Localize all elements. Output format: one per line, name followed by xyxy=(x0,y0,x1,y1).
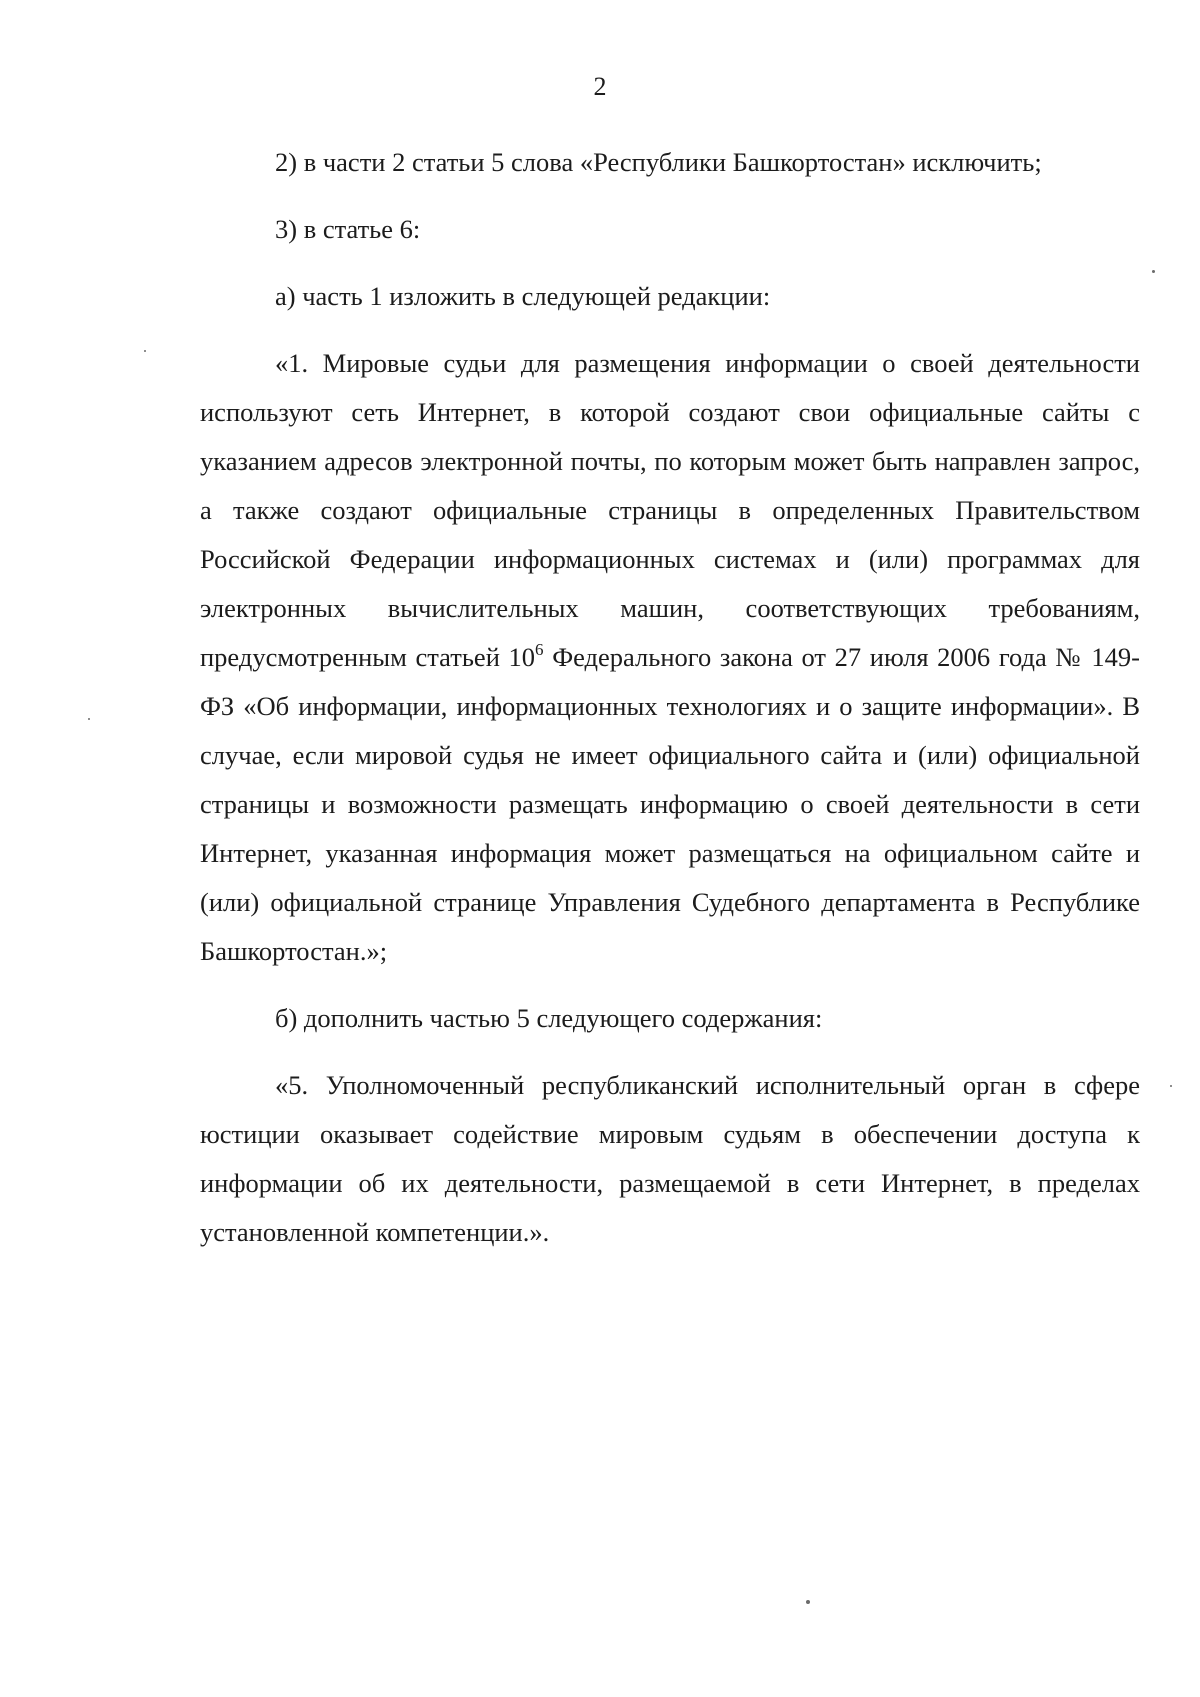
paragraph-subitem-a: а) часть 1 изложить в следующей редакции: xyxy=(275,281,771,311)
paragraph-part-5-text: «5. Уполномоченный республиканский исполнительный орган в сфере юстиции оказывает содействие мировым судьям в обеспечении доступа к информации об их деятельности, размещаемой в сети Интернет, в пределах установленной компетенции.». xyxy=(200,1070,1140,1247)
paragraph-item-2: 2) в части 2 статьи 5 слова «Республики Башкортостан» исключить; xyxy=(275,147,1042,177)
scan-speck xyxy=(806,1600,810,1604)
scan-speck xyxy=(88,718,90,720)
paragraph-part-1-text xyxy=(200,339,1140,976)
document-body xyxy=(200,138,1140,1275)
page-number: 2 xyxy=(593,72,607,101)
scan-speck xyxy=(1170,1085,1172,1087)
scan-speck xyxy=(144,350,146,352)
paragraph-subitem-b: б) дополнить частью 5 следующего содержания: xyxy=(275,1003,823,1033)
part-1-text-before: «1. Мировые судьи для размещения информации о своей деятельности используют сеть Интернет, в которой создают свои официальные сайты с указанием адресов электронной почты, по которым может быть направлен запрос, а также создают официальные страницы в определенных Правительством Российской Федерации информационных системах и (или) программах для электронных вычислительных машин, соответствующих требованиям, предусмотренным статьей 10 xyxy=(200,348,1140,672)
paragraph-item-3: 3) в статье 6: xyxy=(275,214,421,244)
scan-speck xyxy=(1152,270,1155,273)
part-1-text-after: Федерального закона от 27 июля 2006 года № 149-ФЗ «Об информации, информационных технологиях и о защите информации». В случае, если мировой судья не имеет официального сайта и (или) официальной страницы и возможности размещать информацию о своей деятельности в сети Интернет, указанная информация может размещаться на официальном сайте и (или) официальной странице Управления Судебного департамента в Республике Башкортостан.»; xyxy=(200,642,1140,966)
article-superscript: 6 xyxy=(535,640,544,659)
